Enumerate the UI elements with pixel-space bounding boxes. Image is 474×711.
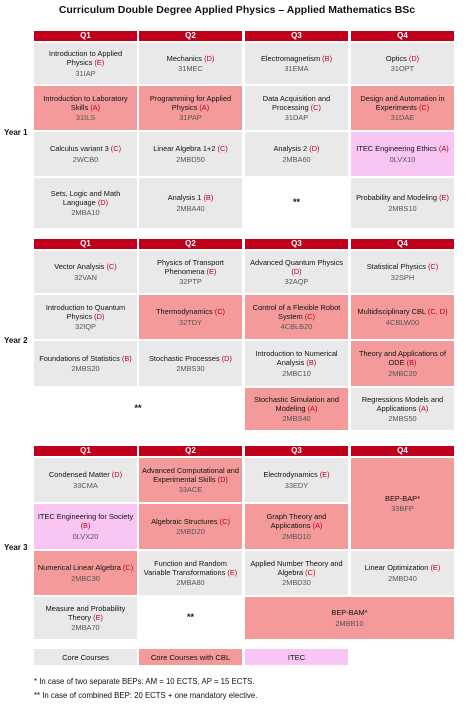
course-cell	[34, 132, 137, 176]
course-level: (D)	[94, 311, 105, 321]
page-title: Curriculum Double Degree Applied Physics – Applied Mathematics BSc	[58, 4, 416, 16]
course-code: 32IQP	[75, 322, 96, 332]
course-title: Function and Random Variable Transformations	[143, 558, 227, 577]
course-cell	[34, 86, 137, 130]
quarter-header-q1: Q1	[34, 446, 137, 456]
course-level: (B)	[406, 358, 417, 368]
course-cell	[351, 458, 454, 549]
course-title: Vector Analysis	[54, 262, 105, 272]
course-title: Advanced Computational and Experimental Skills	[142, 465, 239, 484]
course-name	[37, 94, 134, 112]
course-cell	[245, 43, 348, 84]
course-title: Control of a Flexible Robot System	[252, 302, 341, 321]
course-cell	[34, 341, 137, 386]
course-level: (B)	[306, 358, 317, 368]
course-title: Foundations of Statistics	[39, 353, 120, 363]
course-title: Optics	[385, 53, 407, 63]
course-title: ITEC Engineering for Society	[37, 512, 134, 522]
course-name	[385, 494, 420, 503]
course-name	[261, 54, 332, 63]
course-title: Sets, Logic and Math Language	[50, 188, 121, 207]
course-cell	[245, 388, 348, 430]
course-code: 33EDY	[284, 480, 309, 490]
course-code: 2MBS40	[282, 414, 311, 424]
course-level: (A)	[90, 102, 101, 112]
course-title: Applied Number Theory and Algebra	[250, 558, 343, 577]
course-cell	[34, 178, 137, 228]
course-name	[37, 189, 134, 207]
course-code: 32PTP	[179, 277, 202, 287]
quarter-header-q4: Q4	[351, 31, 454, 41]
quarter-header-q1: Q1	[34, 31, 137, 41]
course-cell	[245, 295, 348, 339]
course-level: (C)	[427, 262, 439, 272]
course-name	[37, 604, 134, 622]
course-cell	[351, 295, 454, 339]
course-code: 2MBS30	[176, 364, 205, 373]
course-title: Analysis 2	[273, 144, 308, 154]
course-level: (D)	[408, 53, 420, 63]
course-title: Electromagnetism	[260, 53, 321, 63]
course-code: 2MBA60	[282, 154, 311, 164]
course-cell	[34, 504, 137, 549]
course-name	[365, 563, 441, 572]
course-cell	[245, 132, 348, 176]
course-name	[156, 307, 225, 316]
course-code: 2MBC10	[282, 368, 311, 378]
course-level: (C)	[122, 563, 134, 573]
quarter-header-q2: Q2	[139, 446, 242, 456]
course-title: Multidisciplinary CBL	[357, 307, 426, 317]
course-cell	[351, 551, 454, 595]
course-level: (A)	[438, 144, 449, 154]
course-level: (D)	[204, 53, 215, 63]
elective-marker: **	[186, 612, 194, 623]
course-title: Stochastic Simulation and Modeling	[253, 394, 340, 413]
year-label-3: Year 3	[4, 543, 28, 552]
course-cell	[245, 551, 348, 595]
course-name	[168, 193, 214, 202]
course-level: (E)	[430, 563, 441, 573]
course-cell	[245, 251, 348, 293]
course-cell	[139, 251, 242, 293]
course-code: 2MBC20	[388, 368, 417, 378]
course-title: Data Acquisition and Processing	[262, 93, 331, 112]
course-level: (C, D)	[427, 307, 448, 317]
quarter-header-q3: Q3	[245, 239, 348, 249]
course-code: 2MBD40	[388, 573, 417, 583]
quarter-header-q3: Q3	[245, 31, 348, 41]
legend-itec: ITEC	[245, 649, 348, 665]
course-cell	[139, 132, 242, 176]
quarter-header-q2: Q2	[139, 31, 242, 41]
course-code: 2MBA40	[176, 203, 205, 213]
course-name	[37, 512, 134, 530]
course-level: (C)	[304, 311, 315, 321]
course-title: Linear Optimization	[364, 563, 429, 573]
course-title: Introduction to Numerical Analysis	[255, 349, 338, 368]
course-code: 33ACE	[178, 485, 203, 495]
course-name	[37, 49, 134, 67]
course-name	[142, 258, 239, 276]
course-code: 32AQP	[284, 277, 309, 287]
course-name	[248, 395, 345, 413]
course-title: Design and Automation in Experiments	[360, 93, 445, 112]
quarter-header-q4: Q4	[351, 446, 454, 456]
course-code: 4CBLB20	[280, 322, 313, 332]
course-title: Advanced Quantum Physics	[250, 257, 343, 267]
course-code: 2MBS50	[388, 414, 417, 424]
course-name	[153, 144, 228, 153]
course-name	[248, 303, 345, 321]
course-level: (C)	[310, 102, 321, 112]
course-name	[149, 354, 232, 363]
course-title: Introduction to Applied Physics	[48, 49, 123, 68]
course-name	[354, 94, 451, 112]
course-title: Thermodynamics	[155, 307, 213, 317]
course-name	[50, 144, 121, 153]
year-label-2: Year 2	[4, 336, 28, 345]
course-level: (B)	[322, 53, 333, 63]
course-cell	[351, 86, 454, 130]
course-title: Electrodynamics	[263, 470, 318, 480]
course-cell	[139, 43, 242, 84]
course-cell	[351, 43, 454, 84]
course-title: ITEC Engineering Ethics	[356, 144, 437, 154]
course-code: 33CMA	[73, 480, 98, 490]
course-level: (B)	[203, 193, 214, 203]
course-name	[263, 470, 329, 479]
course-level: (D)	[111, 470, 123, 480]
course-title: Introduction to Laboratory Skills	[43, 93, 128, 112]
course-level: (B)	[80, 521, 91, 531]
legend-cbl: Core Courses with CBL	[139, 649, 242, 665]
course-name	[39, 354, 131, 363]
footnote-2: ** In case of combined BEP: 20 ECTS + one mandatory elective.	[34, 691, 258, 700]
course-code: 2MBA70	[71, 623, 100, 633]
course-title: Linear Algebra 1+2	[153, 144, 216, 154]
course-level: (A)	[312, 521, 323, 531]
course-level: (A)	[418, 403, 429, 413]
course-level: (E)	[206, 266, 217, 276]
course-title: Regressions Models and Applications	[361, 394, 444, 413]
course-code: 2WCB0	[72, 154, 99, 164]
course-title: Measure and Probability Theory	[45, 603, 126, 622]
course-title: Physics of Transport Phenomena	[157, 257, 224, 276]
course-title: Graph Theory and Applications	[266, 512, 327, 531]
course-level: (C)	[106, 262, 117, 272]
elective-marker: **	[292, 197, 300, 208]
course-level: (E)	[439, 193, 449, 203]
course-code: 32VAN	[74, 272, 97, 282]
course-level: (D)	[217, 474, 228, 484]
course-cell	[245, 341, 348, 386]
course-code: 31DAE	[390, 113, 415, 123]
course-cell	[139, 86, 242, 130]
course-cell	[351, 251, 454, 293]
course-cell	[34, 295, 137, 339]
course-name	[54, 262, 116, 271]
course-code: 2MBD10	[282, 531, 311, 541]
course-title: Condensed Matter	[48, 470, 110, 480]
course-cell	[351, 388, 454, 430]
course-level: (C)	[110, 144, 122, 154]
course-level: (C)	[305, 567, 316, 577]
course-cell	[139, 295, 242, 339]
course-name	[367, 262, 438, 271]
course-name	[248, 512, 345, 530]
course-code: 31PAP	[179, 113, 202, 123]
quarter-header-q3: Q3	[245, 446, 348, 456]
course-name	[354, 395, 451, 413]
course-level: (E)	[319, 470, 330, 480]
course-title: Numerical Linear Algebra	[37, 563, 121, 573]
course-code: 2MBA80	[176, 578, 205, 588]
course-cell	[351, 132, 454, 176]
course-name	[248, 258, 345, 276]
course-code: 31ILS	[75, 113, 96, 123]
course-cell	[139, 178, 242, 228]
course-level: (E)	[93, 612, 103, 622]
course-level: (C)	[418, 102, 430, 112]
course-name	[248, 559, 345, 577]
course-cell	[351, 341, 454, 386]
course-name	[142, 94, 239, 112]
course-cell	[139, 504, 242, 549]
elective-marker-year2: **	[34, 388, 242, 430]
course-title: Stochastic Processes	[149, 353, 220, 363]
course-name	[386, 54, 419, 63]
placeholder-cell	[245, 178, 348, 228]
course-name	[248, 94, 345, 112]
course-cell	[34, 597, 137, 639]
course-code: 2MBC30	[71, 573, 100, 583]
course-cell	[139, 551, 242, 595]
course-cell	[34, 251, 137, 293]
course-level: (B)	[121, 353, 132, 363]
course-title: Mechanics	[166, 53, 202, 63]
course-title: Calculus variant 3	[49, 144, 109, 154]
course-level: (E)	[227, 567, 238, 577]
course-title: BEP-BAM*	[331, 608, 368, 618]
course-name	[273, 144, 319, 153]
course-code: 32SPH	[390, 272, 415, 282]
course-code: 31EMA	[284, 64, 309, 73]
course-cell	[245, 504, 348, 549]
course-level: (D)	[309, 144, 320, 154]
course-level: (D)	[97, 197, 109, 207]
course-cell	[245, 86, 348, 130]
course-title: Probability and Modeling	[356, 193, 437, 203]
course-code: 0LVX10	[389, 154, 416, 164]
course-level: (A)	[307, 403, 318, 413]
course-cell	[34, 551, 137, 595]
quarter-header-q2: Q2	[139, 239, 242, 249]
course-code: 31IAP	[75, 68, 96, 78]
course-title: Programming for Applied Physics	[149, 93, 232, 112]
course-level: (E)	[94, 58, 105, 68]
course-title: Theory and Applications of ODE	[358, 349, 447, 368]
placeholder-cell	[139, 597, 242, 639]
course-name	[142, 466, 239, 484]
course-name	[37, 303, 134, 321]
course-name	[142, 559, 239, 577]
course-cell	[34, 43, 137, 84]
course-cell	[245, 458, 348, 502]
course-code: 2MBB10	[335, 618, 364, 628]
course-name	[354, 349, 451, 367]
course-cell	[245, 597, 454, 639]
course-level: (C)	[219, 516, 230, 526]
course-name	[151, 517, 230, 526]
course-cell	[139, 458, 242, 502]
course-level: (A)	[199, 102, 210, 112]
course-level: (C)	[217, 144, 228, 154]
course-code: 0LVX20	[72, 531, 99, 541]
course-code: 31OPT	[390, 64, 415, 73]
course-name	[356, 193, 449, 202]
course-name	[248, 349, 345, 367]
course-code: 31DAP	[284, 113, 309, 123]
course-code: 2MBS20	[71, 364, 100, 373]
course-title: Statistical Physics	[366, 262, 426, 272]
course-name	[38, 563, 133, 572]
course-code: 32TDY	[178, 317, 202, 327]
course-title: Introduction to Quantum Physics	[45, 302, 126, 321]
legend-core: Core Courses	[34, 649, 137, 665]
course-code: 2MBS10	[388, 203, 417, 213]
course-name	[167, 54, 215, 63]
quarter-header-q4: Q4	[351, 239, 454, 249]
course-level: (C)	[214, 307, 225, 317]
course-code: 2MBD30	[282, 578, 311, 588]
course-name	[49, 470, 122, 479]
footnote-1: * In case of two separate BEPs: AM = 10 ECTS, AP = 15 ECTS.	[34, 677, 255, 686]
course-code: 4CBLW00	[385, 317, 420, 327]
course-code: 2MBD50	[176, 154, 205, 164]
quarter-header-q1: Q1	[34, 239, 137, 249]
course-cell	[139, 341, 242, 386]
year-label-1: Year 1	[4, 128, 28, 137]
course-level: (D)	[221, 353, 232, 363]
course-name	[331, 608, 367, 617]
course-code: 31MEC	[178, 64, 203, 73]
course-title: Analysis 1	[167, 193, 202, 203]
course-title: Algebraic Structures	[151, 516, 218, 526]
course-cell	[351, 178, 454, 228]
course-code: 2MBD20	[176, 527, 205, 536]
course-level: (D)	[291, 266, 302, 276]
course-code: 33BFP	[391, 504, 414, 513]
course-cell	[34, 458, 137, 502]
course-name	[356, 144, 448, 153]
course-title: BEP-BAP*	[385, 493, 420, 503]
course-name	[357, 307, 447, 316]
course-code: 2MBA10	[71, 208, 100, 218]
